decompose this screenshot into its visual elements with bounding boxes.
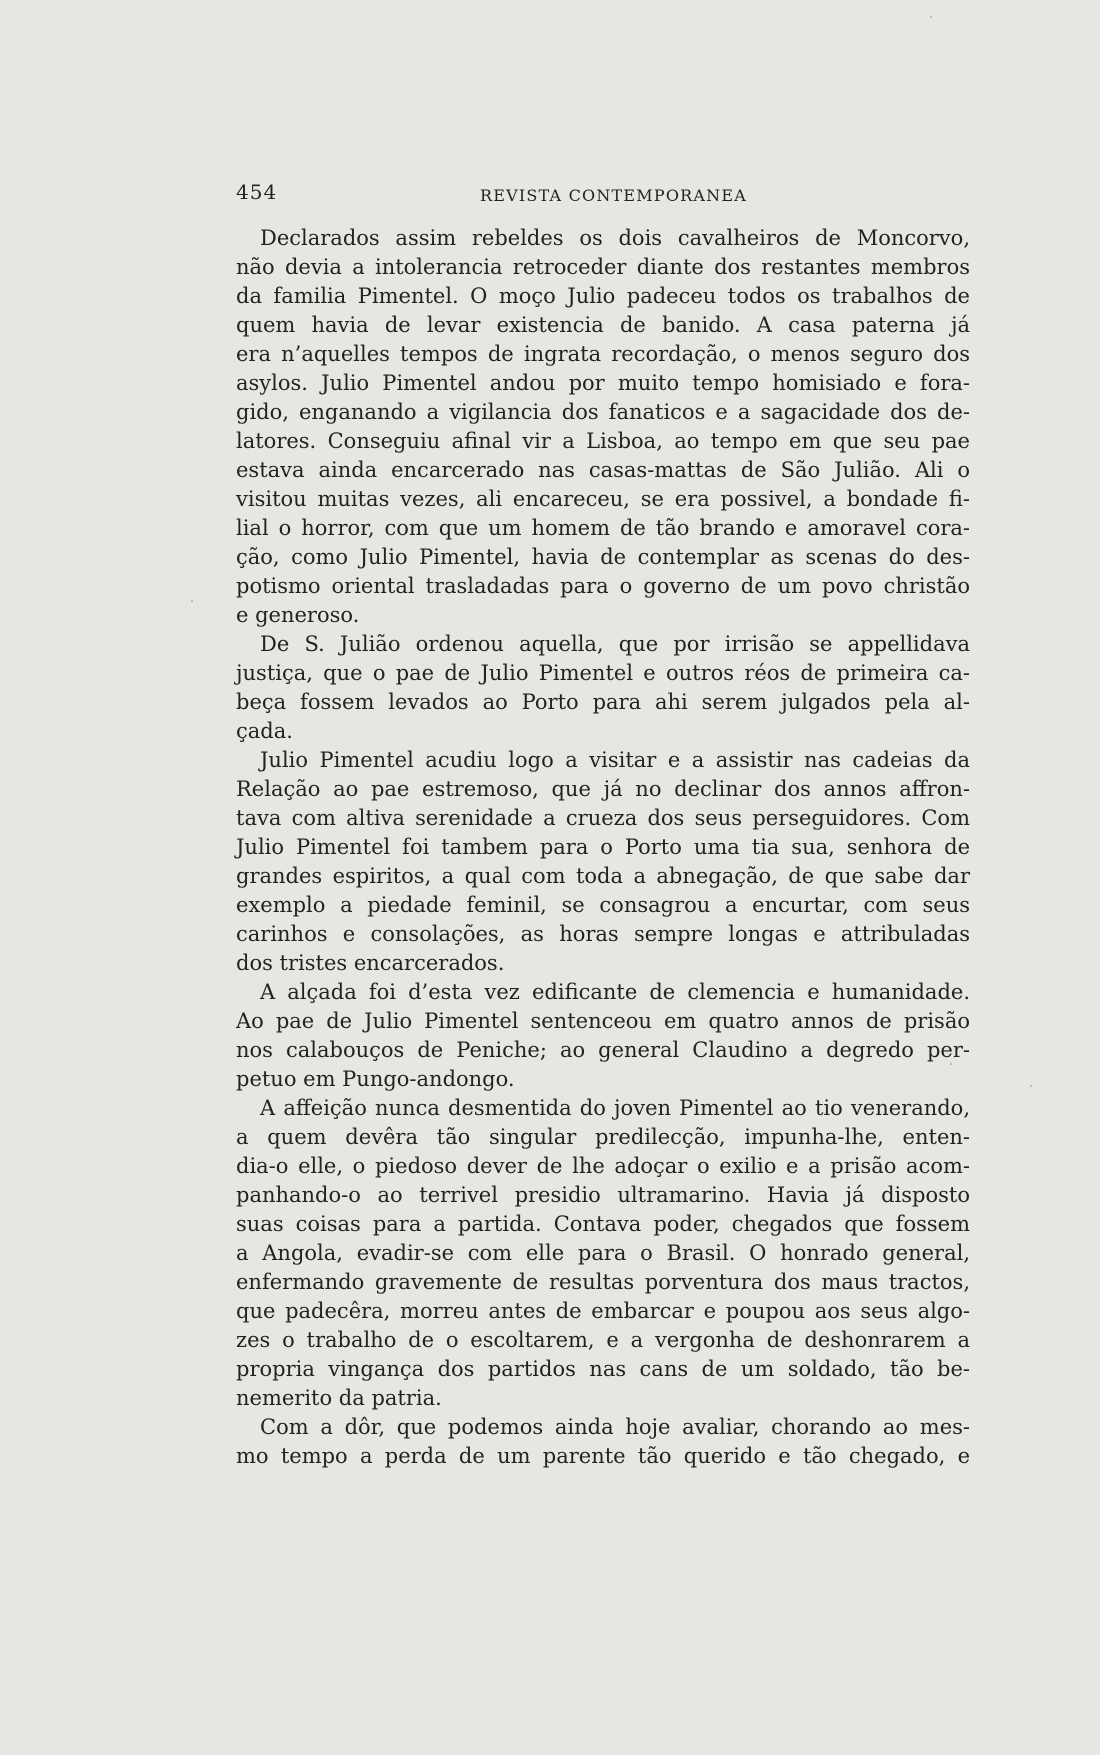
paper-speck [1030, 1085, 1032, 1087]
paper-speck [950, 1063, 952, 1065]
text-line: Ao pae de Julio Pimentel sentenceou em quatro annos de prisão [236, 1009, 970, 1033]
text-line: dia-o elle, o piedoso dever de lhe adoçar o exilio e a prisão acom- [236, 1154, 970, 1178]
text-line: carinhos e consolações, as horas sempre longas e attribuladas [236, 922, 970, 946]
text-line: De S. Julião ordenou aquella, que por irrisão se appellidava [260, 632, 970, 656]
text-line: lial o horror, com que um homem de tão brando e amoravel cora- [236, 516, 970, 540]
text-line: grandes espiritos, a qual com toda a abnegação, de que sabe dar [236, 864, 970, 888]
text-line: ção, como Julio Pimentel, havia de contemplar as scenas do des- [236, 545, 970, 569]
text-line: e generoso. [236, 603, 360, 627]
text-line: asylos. Julio Pimentel andou por muito tempo homisiado e fora- [236, 371, 970, 395]
text-line: petuo em Pungo-andongo. [236, 1067, 515, 1091]
text-line: justiça, que o pae de Julio Pimentel e outros réos de primeira ca- [236, 661, 970, 685]
text-line: quem havia de levar existencia de banido. A casa paterna já [236, 313, 970, 337]
text-line: nos calabouços de Peniche; ao general Claudino a degredo per- [236, 1038, 970, 1062]
text-line: Declarados assim rebeldes os dois cavalheiros de Moncorvo, [260, 226, 970, 250]
page-header [236, 176, 972, 212]
text-line: era n’aquelles tempos de ingrata recordação, o menos seguro dos [236, 342, 970, 366]
text-line: Julio Pimentel acudiu logo a visitar e a assistir nas cadeias da [260, 748, 970, 772]
text-line: gido, enganando a vigilancia dos fanaticos e a sagacidade dos de- [236, 400, 970, 424]
text-line: Relação ao pae estremoso, que já no declinar dos annos affron- [236, 777, 970, 801]
paper-speck [930, 16, 932, 18]
text-line: que padecêra, morreu antes de embarcar e poupou aos seus algo- [236, 1299, 970, 1323]
text-line: mo tempo a perda de um parente tão querido e tão chegado, e [236, 1444, 970, 1468]
text-line: a quem devêra tão singular predilecção, impunha-lhe, enten- [236, 1125, 970, 1149]
text-line: zes o trabalho de o escoltarem, e a vergonha de deshonrarem a [236, 1328, 970, 1352]
text-line: A affeição nunca desmentida do joven Pimentel ao tio venerando, [260, 1096, 970, 1120]
text-line: visitou muitas vezes, ali encareceu, se era possivel, a bondade fi- [236, 487, 970, 511]
text-line: panhando-o ao terrivel presidio ultramarino. Havia já disposto [236, 1183, 970, 1207]
body-text [236, 224, 970, 1471]
text-line: a Angola, evadir-se com elle para o Brasil. O honrado general, [236, 1241, 970, 1265]
text-line: beça fossem levados ao Porto para ahi serem julgados pela al- [236, 690, 970, 714]
text-line: Com a dôr, que podemos ainda hoje avaliar, chorando ao mes- [260, 1415, 970, 1439]
text-line: não devia a intolerancia retroceder diante dos restantes membros [236, 255, 970, 279]
text-line: estava ainda encarcerado nas casas-mattas de São Julião. Ali o [236, 458, 970, 482]
text-line: dos tristes encarcerados. [236, 951, 505, 975]
running-title: REVISTA CONTEMPORANEA [480, 186, 748, 205]
text-line: suas coisas para a partida. Contava poder, chegados que fossem [236, 1212, 970, 1236]
page-number: 454 [236, 180, 278, 204]
text-line: A alçada foi d’esta vez edificante de clemencia e humanidade. [260, 980, 970, 1004]
text-line: propria vingança dos partidos nas cans de um soldado, tão be- [236, 1357, 970, 1381]
text-line: çada. [236, 719, 293, 743]
text-line: nemerito da patria. [236, 1386, 442, 1410]
paper-speck [191, 600, 193, 602]
text-line: tava com altiva serenidade a crueza dos seus perseguidores. Com [236, 806, 970, 830]
text-line: da familia Pimentel. O moço Julio padeceu todos os trabalhos de [236, 284, 970, 308]
text-line: enfermando gravemente de resultas porventura dos maus tractos, [236, 1270, 970, 1294]
text-line: latores. Conseguiu afinal vir a Lisboa, ao tempo em que seu pae [236, 429, 970, 453]
text-line: exemplo a piedade feminil, se consagrou a encurtar, com seus [236, 893, 970, 917]
text-line: potismo oriental trasladadas para o governo de um povo christão [236, 574, 970, 598]
text-line: Julio Pimentel foi tambem para o Porto uma tia sua, senhora de [236, 835, 970, 859]
